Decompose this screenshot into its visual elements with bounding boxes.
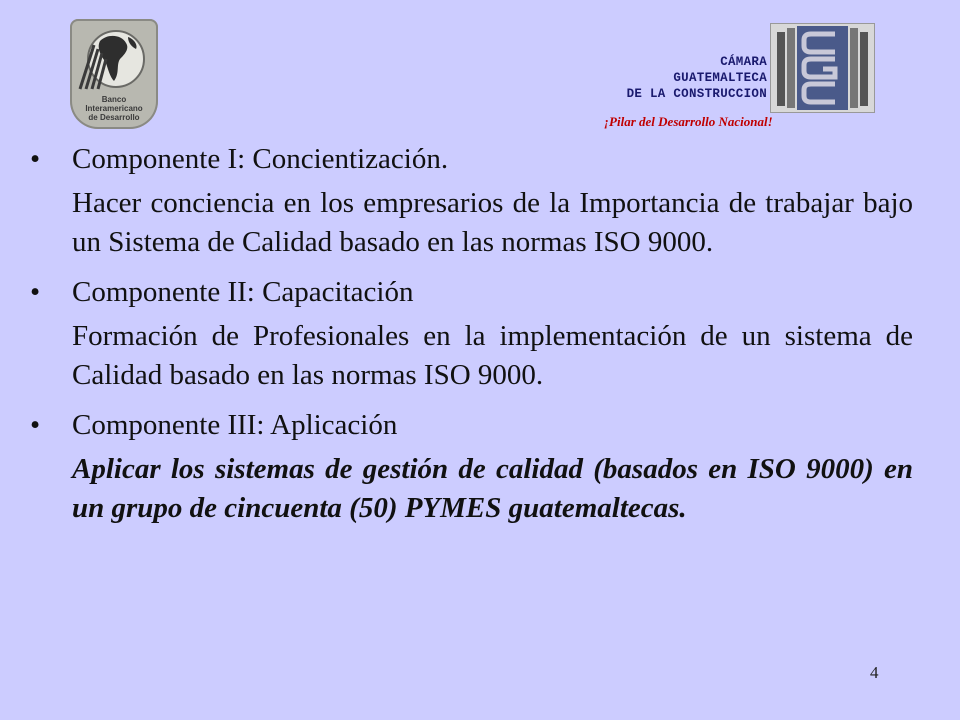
- component-description: Aplicar los sistemas de gestión de calidad (basados en ISO 9000) en un grupo de cincuenta (50) PYMES guatemaltecas.: [72, 453, 913, 524]
- cgc-logo-icon: [771, 24, 874, 112]
- component-title: Componente III: Aplicación: [72, 409, 398, 441]
- bullet-item: [30, 406, 913, 445]
- component-description: Hacer conciencia en los empresarios de la Importancia de trabajar bajo un Sistema de Calidad basado en las normas ISO 9000.: [72, 187, 913, 258]
- org-name-line: DE LA CONSTRUCCION: [626, 87, 767, 101]
- globe-map-icon: [70, 19, 158, 95]
- main-content: [30, 140, 913, 528]
- bullet-dot: •: [30, 143, 41, 175]
- component-title: Componente II: Capacitación: [72, 276, 414, 308]
- org-name: [627, 54, 767, 102]
- bullet-dot: •: [30, 409, 41, 441]
- org-name-line: GUATEMALTECA: [673, 71, 767, 85]
- bid-logo: [70, 19, 158, 129]
- page-number: 4: [870, 663, 879, 682]
- bullet-item: [30, 140, 913, 179]
- org-name-line: CÁMARA: [720, 55, 767, 69]
- slogan: ¡Pilar del Desarrollo Nacional!: [604, 114, 773, 129]
- bullet-dot: •: [30, 276, 41, 308]
- component-title: Componente I: Concientización.: [72, 143, 449, 175]
- cgc-logo: [770, 23, 875, 113]
- bid-logo-text: Banco Interamericano de Desarrollo: [85, 95, 143, 122]
- component-description: Formación de Profesionales en la implementación de un sistema de Calidad basado en las normas ISO 9000.: [72, 320, 913, 391]
- bullet-item: [30, 273, 913, 312]
